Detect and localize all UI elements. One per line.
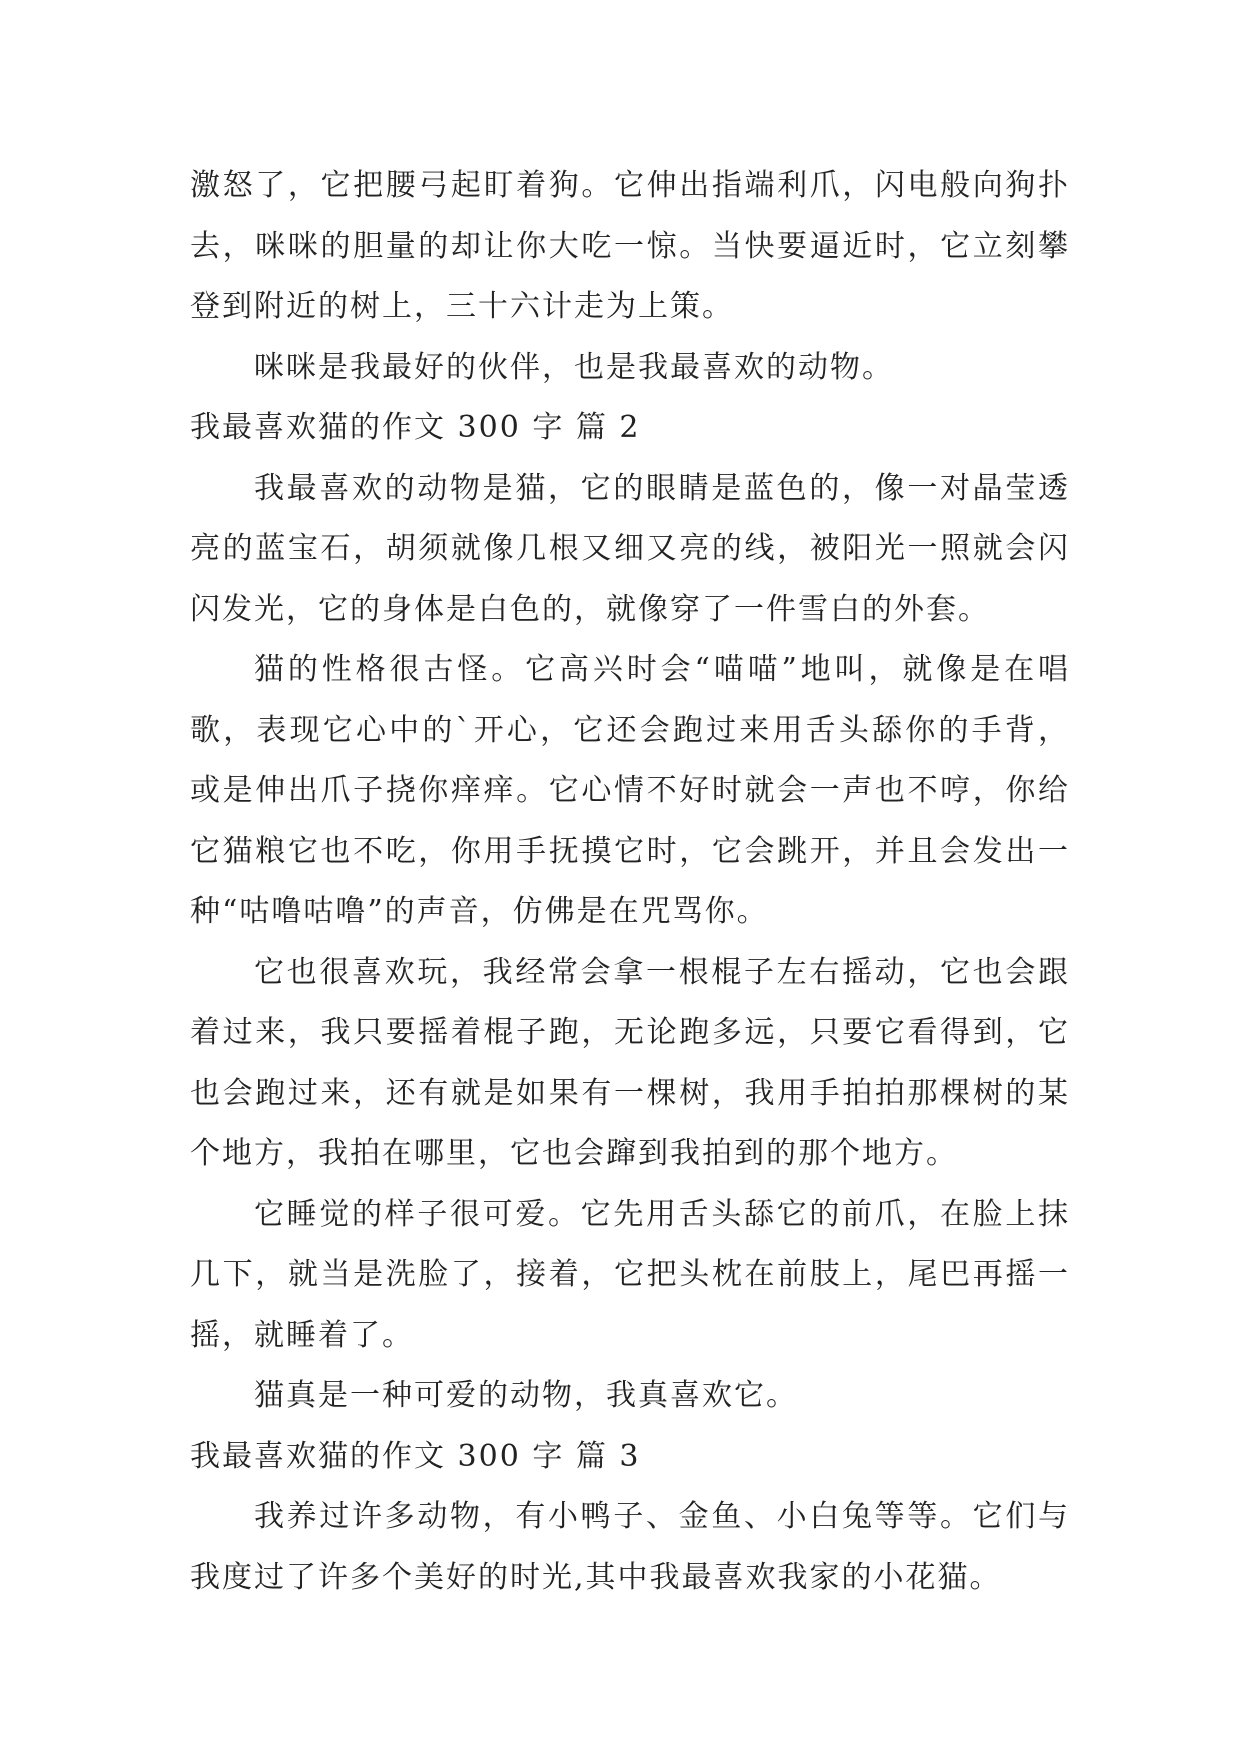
paragraph-7: 猫真是一种可爱的动物，我真喜欢它。	[254, 1378, 798, 1413]
paragraph-2: 咪咪是我最好的伙伴，也是我最喜欢的动物。	[254, 349, 894, 385]
document-page	[190, 156, 1070, 1608]
paragraph-4: 猫的性格很古怪。它高兴时会“喵喵”地叫，就像是在唱歌，表现它心中的`开心，它还会跑过来用舌头舔你的手背，或是伸出爪子挠你痒痒。它心情不好时就会一声也不哼，你给它猫粮它也不吃，你用手抚摸它时，它会跳开，并且会发出一种“咕噜咕噜”的声音，仿佛是在咒骂你。	[190, 652, 1070, 929]
section-heading-2: 我最喜欢猫的作文 300 字 篇 2	[190, 410, 641, 445]
section-heading-3: 我最喜欢猫的作文 300 字 篇 3	[190, 1438, 641, 1474]
paragraph-6: 它睡觉的样子很可爱。它先用舌头舔它的前爪，在脸上抹几下，就当是洗脸了，接着，它把头枕在前肢上，尾巴再摇一摇，就睡着了。	[190, 1196, 1070, 1353]
paragraph-8: 我养过许多动物，有小鸭子、金鱼、小白兔等等。它们与我度过了许多个美好的时光,其中我最喜欢我家的小花猫。	[190, 1499, 1070, 1595]
paragraph-3: 我最喜欢的动物是猫，它的眼睛是蓝色的，像一对晶莹透亮的蓝宝石，胡须就像几根又细又亮的线，被阳光一照就会闪闪发光，它的身体是白色的，就像穿了一件雪白的外套。	[190, 470, 1070, 627]
paragraph-1: 激怒了，它把腰弓起盯着狗。它伸出指端利爪，闪电般向狗扑去，咪咪的胆量的却让你大吃一惊。当快要逼近时，它立刻攀登到附近的树上，三十六计走为上策。	[190, 168, 1070, 324]
paragraph-5: 它也很喜欢玩，我经常会拿一根棍子左右摇动，它也会跟着过来，我只要摇着棍子跑，无论跑多远，只要它看得到，它也会跑过来，还有就是如果有一棵树，我用手拍拍那棵树的某个地方，我拍在哪里，它也会蹿到我拍到的那个地方。	[190, 954, 1070, 1171]
